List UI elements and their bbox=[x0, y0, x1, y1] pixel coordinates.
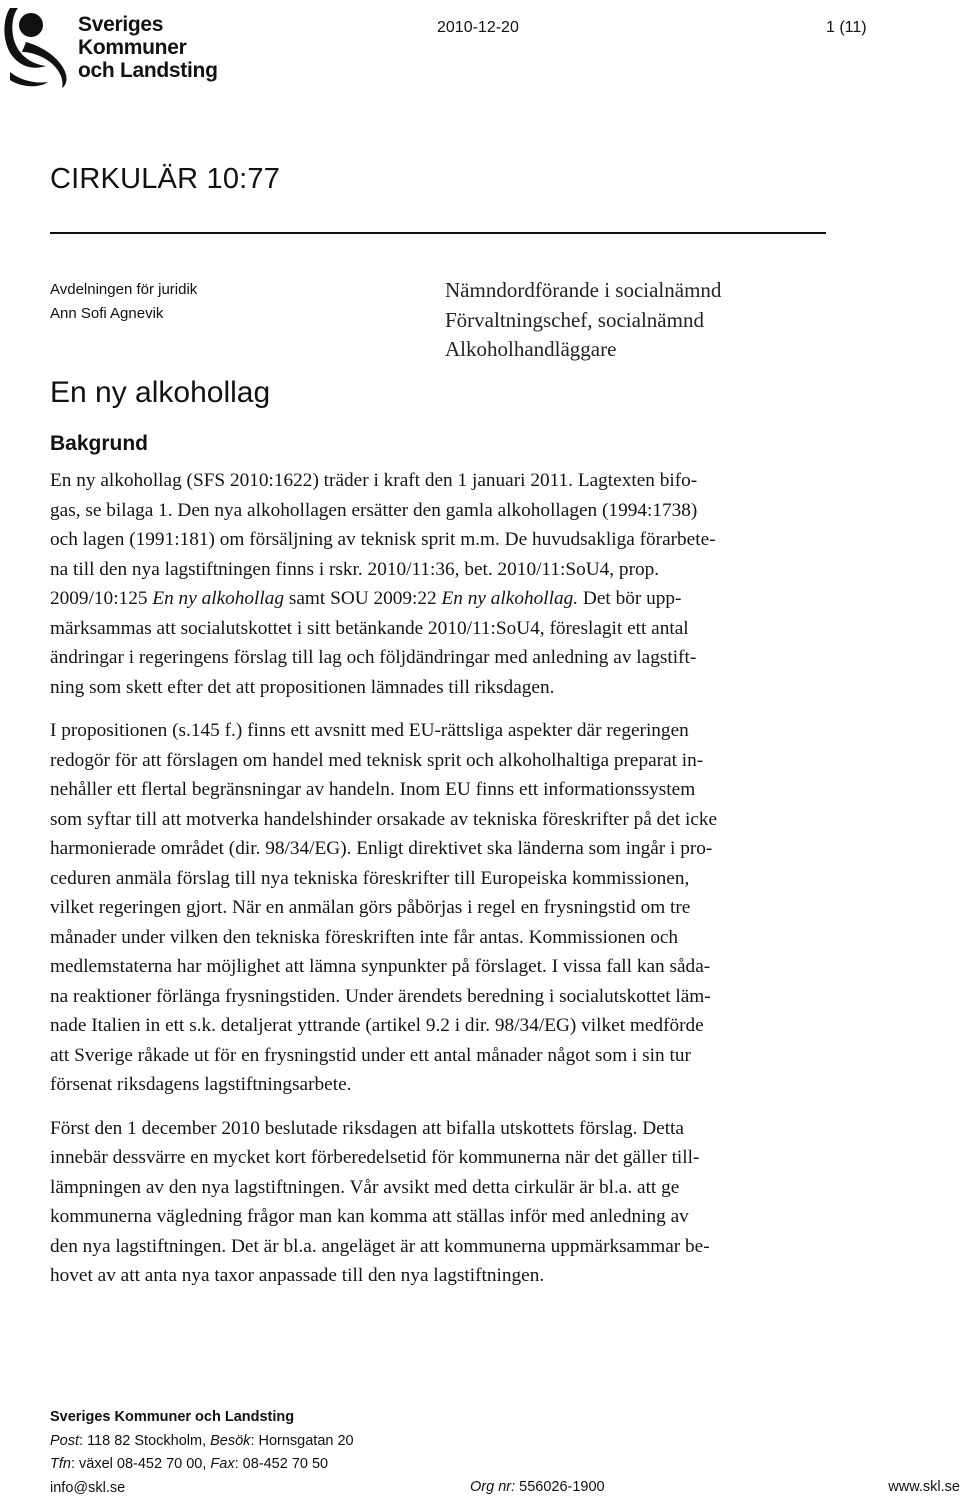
paragraph-2-line: redogör för att förslagen om handel med teknisk sprit och alkoholhaltiga preparat in- bbox=[50, 749, 704, 771]
body-text bbox=[50, 466, 870, 1305]
ref-title-italic: En ny alkohollag. bbox=[441, 588, 579, 609]
paragraph-3-line: den nya lagstiftningen. Det är bl.a. angeläget är att kommunerna uppmärksammar be- bbox=[50, 1235, 710, 1257]
footer-website-link[interactable]: www.skl.se bbox=[888, 1479, 960, 1495]
footer-fax-value: : 08-452 70 50 bbox=[234, 1456, 329, 1472]
paragraph-2-line: ceduren anmäla förslag till nya tekniska föreskrifter till Europeiska kommissionen, bbox=[50, 867, 690, 889]
paragraph-1-line: och lagen (1991:181) om försäljning av teknisk sprit m.m. De huvudsakliga förarbete- bbox=[50, 529, 716, 550]
paragraph-3-line: innebär dessvärre en mycket kort förberedelsetid för kommunerna när det gäller till- bbox=[50, 1147, 700, 1168]
paragraph-2-line: nade Italien in ett s.k. detaljerat yttrande (artikel 9.2 i dir. 98/34/EG) vilket medförde bbox=[50, 1015, 704, 1036]
ref-continuation: Det bör upp- bbox=[578, 588, 682, 609]
paragraph-3-line: hovet av att anta nya taxor anpassade till den nya lagstiftningen. bbox=[50, 1265, 545, 1286]
paragraph-1-line: ning som skett efter det att propositionen lämnades till riksdagen. bbox=[50, 676, 555, 698]
paragraph-2-line: medlemstaterna har möjlighet att lämna synpunkter på förslaget. I vissa fall kan såda- bbox=[50, 956, 711, 977]
footer-orgnr-label: Org nr: bbox=[470, 1479, 516, 1495]
ref-prop: 2009/10:125 bbox=[50, 588, 153, 609]
paragraph-2-line: som syftar till att motverka handelshinder orsakade av tekniska föreskrifter på det icke bbox=[50, 808, 718, 830]
footer-post-label: Post bbox=[50, 1432, 80, 1449]
main-heading: En ny alkohollag bbox=[50, 376, 271, 409]
footer-organization: Sveriges Kommuner och Landsting bbox=[50, 1409, 295, 1425]
recipient-3: Alkoholhandläggare bbox=[445, 337, 617, 361]
footer-org-number bbox=[470, 1476, 605, 1500]
sender-author: Ann Sofi Agnevik bbox=[50, 305, 164, 322]
skl-logo bbox=[0, 0, 218, 90]
footer-email[interactable]: info@skl.se bbox=[50, 1479, 126, 1496]
footer-visit-label: Besök bbox=[210, 1432, 251, 1449]
sender-department: Avdelningen för juridik bbox=[50, 281, 198, 298]
document-date: 2010-12-20 bbox=[437, 19, 519, 36]
paragraph-2-line: vilket regeringen gjort. När en anmälan görs påbörjas i regel en frysningstid om tre bbox=[50, 897, 691, 918]
logo-line-3: och Landsting bbox=[78, 59, 218, 82]
logo-wordmark bbox=[78, 13, 218, 82]
paragraph-1-line: ändringar i regeringens förslag till lag och följdändringar med anledning av lagstift- bbox=[50, 647, 697, 668]
paragraph-2-line: harmonierade området (dir. 98/34/EG). Enligt direktivet ska länderna som ingår i pro- bbox=[50, 838, 713, 859]
paragraph-2-line: försenat riksdagens lagstiftningsarbete. bbox=[50, 1074, 352, 1095]
sender-block bbox=[50, 278, 197, 326]
page-number: 1 (11) bbox=[826, 19, 867, 36]
footer-orgnr-value: 556026-1900 bbox=[515, 1479, 605, 1495]
paragraph-3-line: Först den 1 december 2010 beslutade riksdagen att bifalla utskottets förslag. Detta bbox=[50, 1117, 684, 1139]
paragraph-1-line: gas, se bilaga 1. Den nya alkohollagen ersätter den gamla alkohollagen (1994:1738) bbox=[50, 499, 698, 521]
footer-phone-label: Tfn bbox=[50, 1456, 71, 1472]
recipient-2: Förvaltningschef, socialnämnd bbox=[445, 307, 704, 332]
paragraph-3-line: kommunerna vägledning frågor man kan komma att ställas inför med anledning av bbox=[50, 1206, 689, 1227]
paragraph-2-line: I propositionen (s.145 f.) finns ett avsnitt med EU-rättsliga aspekter där regeringen bbox=[50, 720, 689, 741]
logo-line-2: Kommuner bbox=[78, 36, 187, 59]
skl-logo-mark-icon bbox=[0, 0, 75, 90]
ref-title-italic: En ny alkohollag bbox=[152, 588, 285, 609]
footer-post-value: : 118 82 Stockholm, bbox=[79, 1432, 211, 1449]
paragraph-2-line: månader under vilken den tekniska föreskriften inte får antas. Kommissionen och bbox=[50, 926, 679, 948]
footer-visit-value: : Hornsgatan 20 bbox=[250, 1432, 354, 1449]
recipient-1: Nämndordförande i socialnämnd bbox=[445, 278, 722, 302]
logo-line-1: Sveriges bbox=[78, 13, 164, 36]
paragraph-2-line: att Sverige råkade ut för en frysningstid under ett antal månader något som i sin tur bbox=[50, 1044, 691, 1066]
footer-phone-value: : växel 08-452 70 00, bbox=[70, 1456, 211, 1472]
footer-address bbox=[50, 1430, 960, 1454]
section-heading: Bakgrund bbox=[50, 432, 149, 455]
paragraph-1 bbox=[50, 466, 870, 702]
ref-sou: samt SOU 2009:22 bbox=[284, 588, 442, 609]
footer-phone bbox=[50, 1453, 960, 1477]
footer bbox=[50, 1406, 960, 1500]
circular-title: CIRKULÄR 10:77 bbox=[50, 163, 281, 195]
paragraph-3-line: lämpningen av den nya lagstiftningen. Vår avsikt med detta cirkulär är bl.a. att ge bbox=[50, 1176, 680, 1198]
title-divider bbox=[50, 232, 826, 234]
paragraph-2-line: na reaktioner förlänga frysningstiden. Under ärendets beredning i socialutskottet läm- bbox=[50, 985, 711, 1007]
recipients-block bbox=[445, 276, 721, 365]
paragraph-2-line: nehåller ett flertal begränsningar av handeln. Inom EU finns ett informationssystem bbox=[50, 779, 696, 800]
paragraph-3 bbox=[50, 1114, 870, 1291]
paragraph-2 bbox=[50, 716, 870, 1100]
paragraph-1-line: märksammas att socialutskottet i sitt betänkande 2010/11:SoU4, föreslagit ett antal bbox=[50, 617, 689, 639]
footer-fax-label: Fax bbox=[210, 1456, 235, 1472]
paragraph-1-line: En ny alkohollag (SFS 2010:1622) träder i kraft den 1 januari 2011. Lagtexten bifo- bbox=[50, 470, 698, 491]
paragraph-1-line bbox=[50, 584, 870, 614]
paragraph-1-line: na till den nya lagstiftningen finns i rskr. 2010/11:36, bet. 2010/11:SoU4, prop. bbox=[50, 558, 660, 580]
